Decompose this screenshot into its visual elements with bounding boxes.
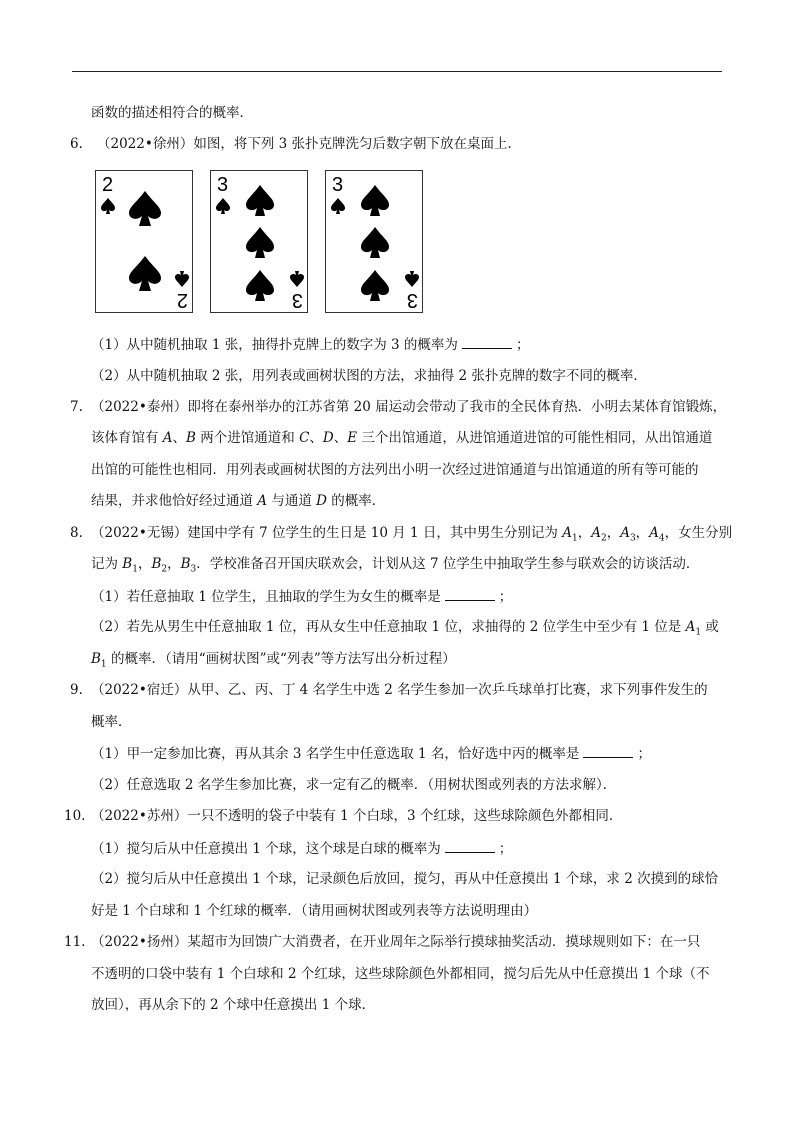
card-rank: 2	[102, 174, 114, 196]
playing-card-3	[210, 170, 308, 313]
spade-icon	[361, 227, 389, 258]
q10-line4: 好是 1 个白球和 1 个红球的概率．（请用画树状图或列表等方法说明理由）	[91, 903, 538, 919]
card-rank: 3	[291, 289, 303, 311]
q7-line2: 该体育馆有 A、B 两个进馆通道和 C、D、E 三个出馆通道，从进馆通道进馆的可能性相同，从出馆通道	[91, 430, 713, 446]
spade-icon	[175, 271, 189, 287]
spade-icon	[290, 271, 304, 287]
q6-number: 6.	[70, 136, 83, 152]
q8-number: 8.	[70, 525, 83, 541]
q11-number: 11.	[64, 934, 86, 950]
card-rank: 3	[217, 174, 229, 196]
spade-icon	[216, 198, 230, 214]
spade-icon	[129, 256, 161, 291]
q8-sub2: （2）若先从男生中任意抽取 1 位，再从女生中任意抽取 1 位，求抽得的 2 位学生中至少有 1 位是 $A_1$ 或	[91, 619, 719, 638]
q6-sub1	[91, 334, 529, 355]
q10-number: 10.	[64, 808, 86, 824]
answer-blank	[445, 586, 495, 601]
q11-line3: 放回），再从余下的 2 个球中任意摸出 1 个球．	[91, 997, 376, 1013]
spade-icon	[361, 185, 389, 216]
q9-number: 9.	[70, 682, 83, 698]
spade-icon	[405, 271, 419, 287]
q9-sub2: （2）任意选取 2 名学生参加比赛，求一定有乙的概率．（用树状图或列表的方法求解）．	[91, 777, 617, 793]
q9-line2: 概率．	[91, 714, 132, 730]
q6-text: （2022•徐州）如图，将下列 3 张扑克牌洗匀后数字朝下放在桌面上．	[97, 136, 521, 152]
q6-sub1-end: ；	[515, 337, 530, 353]
q7-line3: 出馆的可能性也相同．用列表或画树状图的方法列出小明一次经过进馆通道与出馆通道的所有等可能的	[91, 462, 699, 478]
q11-line1: （2022•扬州）某超市为回馈广大消费者，在开业周年之际举行摸球抽奖活动．摸球规则如下：在一只	[91, 934, 701, 950]
q9-line1: （2022•宿迁）从甲、乙、丙、丁 4 名学生中选 2 名学生参加一次乒乓球单打比赛，求下列事件发生的	[91, 682, 708, 698]
spade-icon	[331, 198, 345, 214]
spade-icon	[101, 198, 115, 214]
q8-line1: （2022•无锡）建国中学有 7 位学生的生日是 10 月 1 日，其中男生分别记为 $A_1$，$A_2$，$A_3$，$A_4$，女生分别	[91, 525, 733, 544]
playing-card-3	[325, 170, 423, 313]
q7-line1: （2022•泰州）即将在泰州举办的江苏省第 20 届运动会带动了我市的全民体育热．小明去某体育馆锻炼，	[91, 399, 727, 415]
card-rank: 3	[406, 289, 418, 311]
q10-line1: （2022•苏州）一只不透明的袋子中装有 1 个白球，3 个红球，这些球除颜色外都相同．	[91, 808, 623, 824]
answer-blank	[445, 838, 495, 853]
spade-icon	[246, 227, 274, 258]
q7-number: 7.	[70, 399, 83, 415]
spade-icon	[246, 270, 274, 301]
answer-blank	[583, 743, 633, 758]
q8-sub1: （1）若任意抽取 1 位学生，且抽取的学生为女生的概率是 ；	[91, 586, 512, 607]
spade-icon	[361, 270, 389, 301]
playing-card-2	[95, 170, 193, 313]
spade-icon	[129, 191, 161, 226]
q9-sub1: （1）甲一定参加比赛，再从其余 3 名学生中任意选取 1 名，恰好选中丙的概率是 ；	[91, 743, 651, 764]
q6-sub2: （2）从中随机抽取 2 张，用列表或画树状图的方法，求抽得 2 张扑克牌的数字不同的概率．	[91, 368, 647, 384]
q7-line4: 结果，并求他恰好经过通道 A 与通道 D 的概率．	[91, 493, 386, 509]
intro-line: 函数的描述相符合的概率．	[91, 105, 253, 121]
header-rule	[72, 71, 722, 72]
card-rank: 2	[176, 289, 188, 311]
answer-blank	[462, 334, 512, 349]
spade-icon	[246, 185, 274, 216]
card-rank: 3	[332, 174, 344, 196]
q11-line2: 不透明的口袋中装有 1 个白球和 2 个红球，这些球除颜色外都相同，搅匀后先从中任意摸出 1 个球（不	[91, 966, 710, 982]
playing-cards-figure	[95, 170, 425, 315]
q8-line5: $B_1$ 的概率．（请用“画树状图”或“列表”等方法写出分析过程）	[91, 651, 456, 670]
q10-sub2: （2）搅匀后从中任意摸出 1 个球，记录颜色后放回，搅匀，再从中任意摸出 1 个球，求 2 次摸到的球恰	[91, 871, 719, 887]
q10-sub1: （1）搅匀后从中任意摸出 1 个球，这个球是白球的概率为 ；	[91, 838, 512, 859]
q8-line2: 记为 $B_1$，$B_2$，$B_3$．学校准备召开国庆联欢会，计划从这 7 位学生中抽取学生参与联欢会的访谈活动．	[91, 556, 700, 575]
q6-sub1-text: （1）从中随机抽取 1 张，抽得扑克牌上的数字为 3 的概率为	[91, 337, 458, 353]
